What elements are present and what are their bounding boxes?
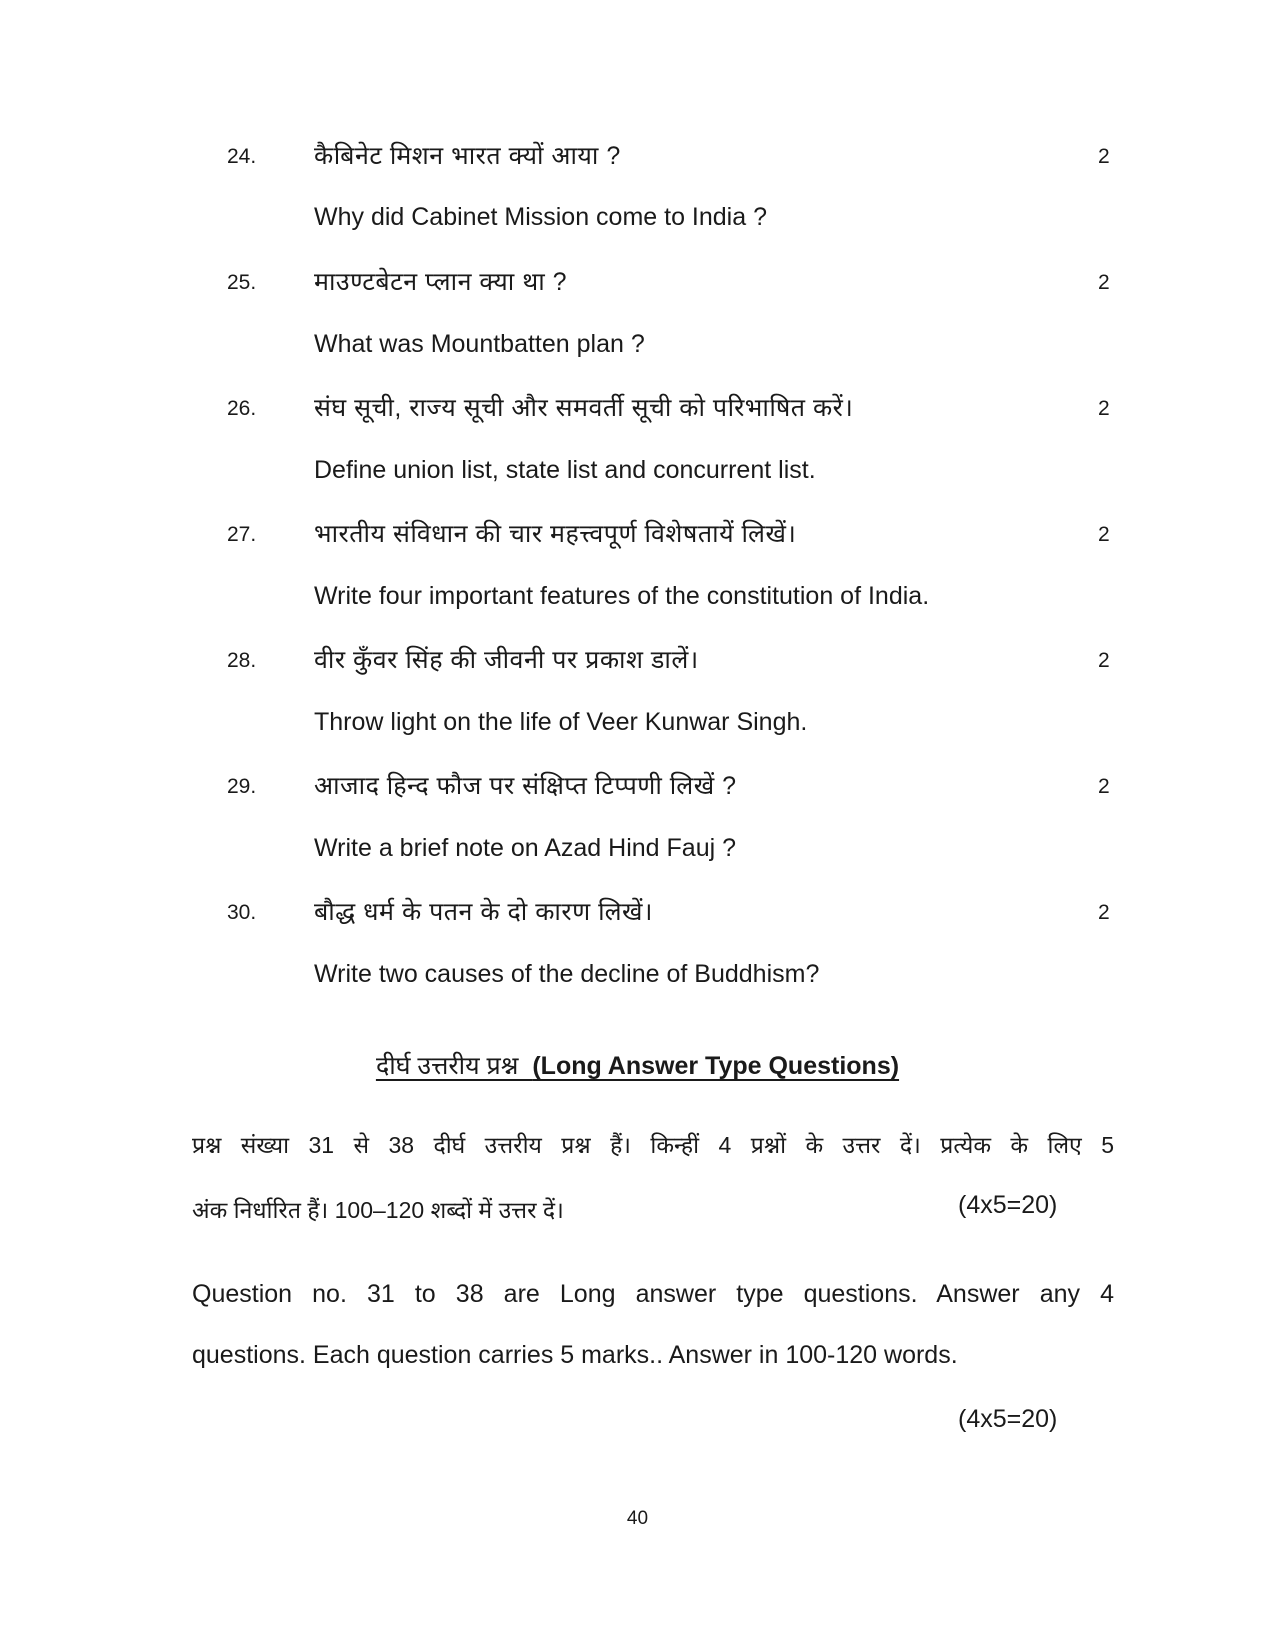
section-heading: [0, 1048, 1275, 1082]
question-marks: 2: [1098, 901, 1110, 924]
question-hindi: बौद्ध धर्म के पतन के दो कारण लिखें।: [314, 898, 653, 926]
question-english: Write two causes of the decline of Buddhism?: [314, 960, 820, 988]
question-marks: 2: [1098, 649, 1110, 672]
question-number: 24.: [227, 145, 257, 168]
instruction-english-score: (4x5=20): [958, 1405, 1058, 1433]
question-row: [0, 887, 1275, 937]
instruction-english-line1: Question no. 31 to 38 are Long answer type questions. Answer any 4: [192, 1280, 1114, 1308]
question-marks: 2: [1098, 775, 1110, 798]
question-english: Why did Cabinet Mission come to India ?: [314, 203, 767, 231]
question-number: 28.: [227, 649, 257, 672]
question-marks: 2: [1098, 523, 1110, 546]
instruction-hindi-line1: प्रश्न संख्या 31 से 38 दीर्घ उत्तरीय प्रश्न हैं। किन्हीं 4 प्रश्नों के उत्तर दें। प्रत्येक के लिए 5: [192, 1132, 1114, 1158]
question-row: [0, 509, 1275, 559]
question-hindi: भारतीय संविधान की चार महत्त्वपूर्ण विशेषतायें लिखें।: [314, 520, 797, 548]
question-row: [0, 131, 1275, 181]
question-number: 27.: [227, 523, 257, 546]
question-english: What was Mountbatten plan ?: [314, 330, 645, 358]
question-row: [0, 761, 1275, 811]
question-hindi: माउण्टबेटन प्लान क्या था ?: [314, 268, 568, 296]
question-marks: 2: [1098, 397, 1110, 420]
instruction-hindi-line2: अंक निर्धारित हैं। 100–120 शब्दों में उत्तर दें।: [192, 1197, 564, 1223]
instruction-hindi-score: (4x5=20): [958, 1191, 1058, 1219]
question-english: Throw light on the life of Veer Kunwar Singh.: [314, 708, 808, 736]
question-marks: 2: [1098, 271, 1110, 294]
question-english: Write four important features of the constitution of India.: [314, 582, 930, 610]
question-hindi: आजाद हिन्द फौज पर संक्षिप्त टिप्पणी लिखें ?: [314, 772, 737, 800]
question-hindi: कैबिनेट मिशन भारत क्यों आया ?: [314, 142, 621, 170]
section-heading-english: (Long Answer Type Questions): [532, 1052, 900, 1080]
question-row: [0, 257, 1275, 307]
question-hindi: वीर कुँवर सिंह की जीवनी पर प्रकाश डालें।: [314, 646, 699, 674]
section-heading-hindi: दीर्घ उत्तरीय प्रश्न: [375, 1052, 519, 1080]
question-number: 30.: [227, 901, 257, 924]
question-marks: 2: [1098, 145, 1110, 168]
question-number: 26.: [227, 397, 257, 420]
question-number: 25.: [227, 271, 257, 294]
question-hindi: संघ सूची, राज्य सूची और समवर्ती सूची को परिभाषित करें।: [314, 394, 854, 422]
question-english: Write a brief note on Azad Hind Fauj ?: [314, 834, 736, 862]
instruction-english-line2: questions. Each question carries 5 marks.. Answer in 100-120 words.: [192, 1341, 958, 1369]
question-row: [0, 635, 1275, 685]
question-number: 29.: [227, 775, 257, 798]
page-number: 40: [626, 1508, 649, 1529]
question-english: Define union list, state list and concurrent list.: [314, 456, 816, 484]
question-row: [0, 383, 1275, 433]
